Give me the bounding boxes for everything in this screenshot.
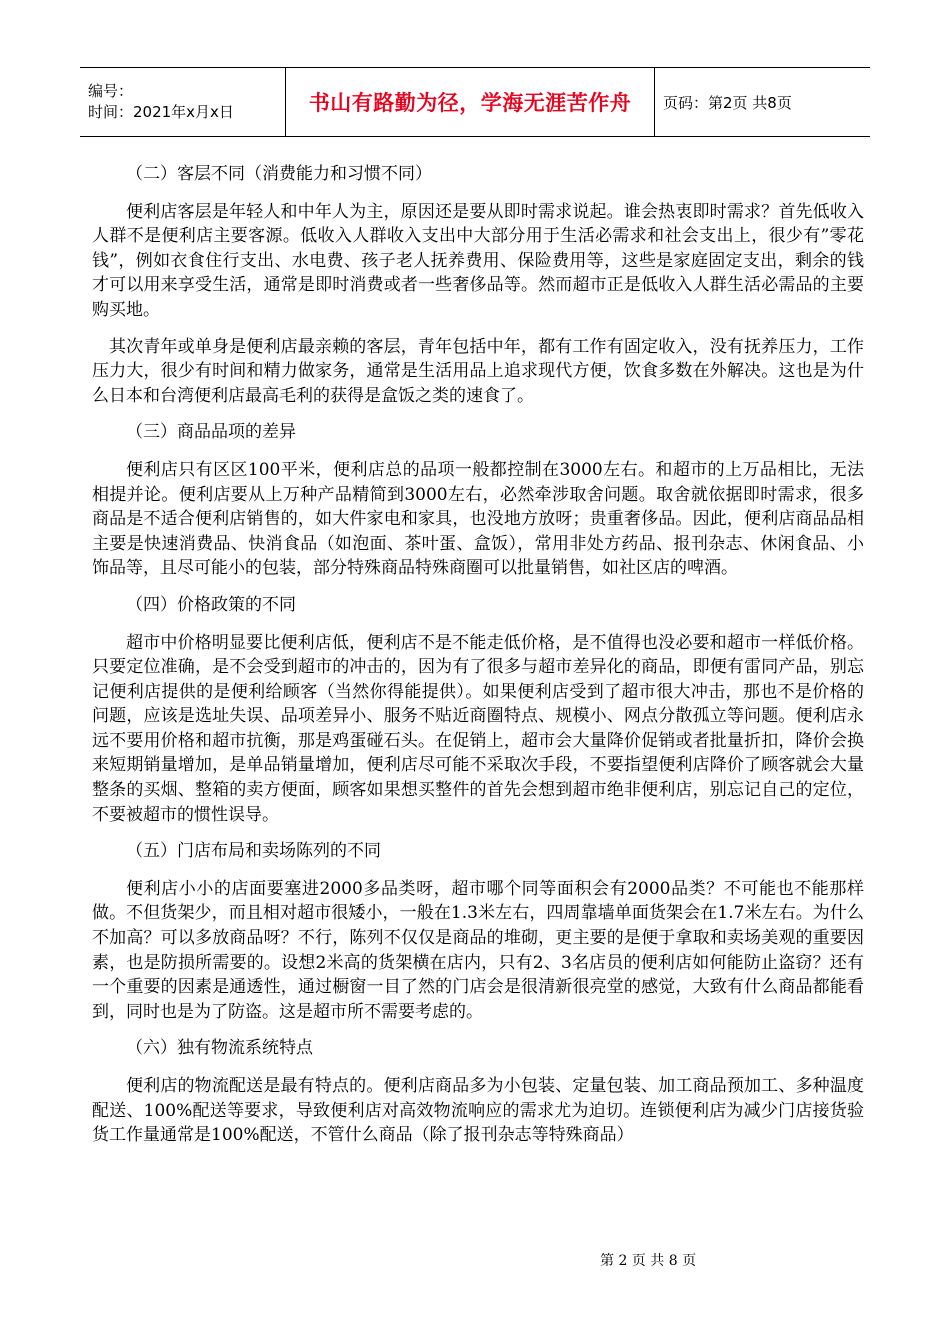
section-heading: （五）门店布局和卖场陈列的不同 bbox=[126, 841, 381, 862]
paragraph: 便利店小小的店面要塞进2000多品类呀，超市哪个同等面积会有2000品类？不可能也不能那样做。不但货架少，而且相对超市很矮小，一般在1.3米左右，四周靠墙单面货架会在1.7米左右。为什么不加高？可以多放商品呀？不行，陈列不仅仅是商品的堆砌，更主要的是便于拿取和卖场美观的重要因素，也是防损所需要的。设想2米高的货架横在店内，只有2、3名店员的便利店如何能防止盗窃？还有一个重要的因素是通透性，通过橱窗一目了然的门店会是很清新很亮堂的感觉，大致有什么商品都能看到，同时也是为了防盗。这是超市所不需要考虑的。 bbox=[92, 878, 864, 1022]
motto: 书山有路勤为径，学海无涯苦作舟 bbox=[308, 91, 632, 115]
document-time: 时间：2021年x月x日 bbox=[88, 103, 234, 121]
document-body bbox=[92, 162, 864, 1160]
document-number: 编号： bbox=[88, 82, 134, 100]
page-number: 页码：第2页 共8页 bbox=[663, 93, 792, 112]
paragraph: 便利店的物流配送是最有特点的。便利店商品多为小包装、定量包装、加工商品预加工、多种温度配送、100%配送等要求，导致便利店对高效物流响应的需求尤为迫切。连锁便利店为减少门店接货验货工作量通常是100%配送，不管什么商品（除了报刊杂志等特殊商品） bbox=[92, 1076, 864, 1146]
section-heading: （二）客层不同（消费能力和习惯不同） bbox=[126, 164, 432, 184]
page-header bbox=[80, 67, 870, 137]
paragraph: 超市中价格明显要比便利店低，便利店不是不能走低价格，是不值得也没必要和超市一样低价格。只要定位准确，是不会受到超市的冲击的，因为有了很多与超市差异化的商品，即便有雷同产品，别忘记便利店提供的是便利给顾客（当然你得能提供）。如果便利店受到了超市很大冲击，那也不是价格的问题，应该是选址失误、品项差异小、服务不贴近商圈特点、规模小、网点分散孤立等问题。便利店永远不要用价格和超市抗衡，那是鸡蛋碰石头。在促销上，超市会大量降价促销或者批量折扣，降价会换来短期销量增加，是单品销量增加，便利店尽可能不采取次手段，不要指望便利店降价了顾客就会大量整条的买烟、整箱的卖方便面，顾客如果想买整件的首先会想到超市绝非便利店，别忘记自己的定位，不要被超市的惯性误导。 bbox=[92, 632, 864, 825]
section-heading: （六）独有物流系统特点 bbox=[126, 1038, 313, 1059]
section-heading: （三）商品品项的差异 bbox=[126, 422, 296, 443]
section-heading: （四）价格政策的不同 bbox=[126, 594, 296, 615]
paragraph: 便利店客层是年轻人和中年人为主，原因还是要从即时需求说起。谁会热衷即时需求？首先低收入人群不是便利店主要客源。低收入人群收入支出中大部分用于生活必需求和社会支出上，很少有”零花钱”，例如衣食住行支出、水电费、孩子老人抚养费用、保险费用等，这些是家庭固定支出，剩余的钱才可以用来享受生活，通常是即时消费或者一些奢侈品等。然而超市正是低收入人群生活必需品的主要购买地。 bbox=[92, 201, 864, 320]
header-page-cell bbox=[655, 68, 870, 136]
paragraph: 其次青年或单身是便利店最亲赖的客层，青年包括中年，都有工作有固定收入，没有抚养压力，工作压力大，很少有时间和精力做家务，通常是生活用品上追求现代方便，饮食多数在外解决。这也是为什么日本和台湾便利店最高毛利的获得是盒饭之类的速食了。 bbox=[92, 336, 864, 406]
header-meta bbox=[80, 68, 285, 136]
paragraph: 便利店只有区区100平米，便利店总的品项一般都控制在3000左右。和超市的上万品相比，无法相提并论。便利店要从上万种产品精简到3000左右，必然牵涉取舍问题。取舍就依据即时需求，很多商品是不适合便利店销售的，如大件家电和家具，也没地方放呀；贵重奢侈品。因此，便利店商品品相主要是快速消费品、快消食品（如泡面、茶叶蛋、盒饭），常用非处方药品、报刊杂志、休闲食品、小饰品等，且尽可能小的包装，部分特殊商品特殊商圈可以批量销售，如社区店的啤酒。 bbox=[92, 459, 864, 579]
header-motto-cell bbox=[285, 68, 655, 136]
page-footer: 第 2 页 共 8 页 bbox=[600, 1253, 697, 1269]
